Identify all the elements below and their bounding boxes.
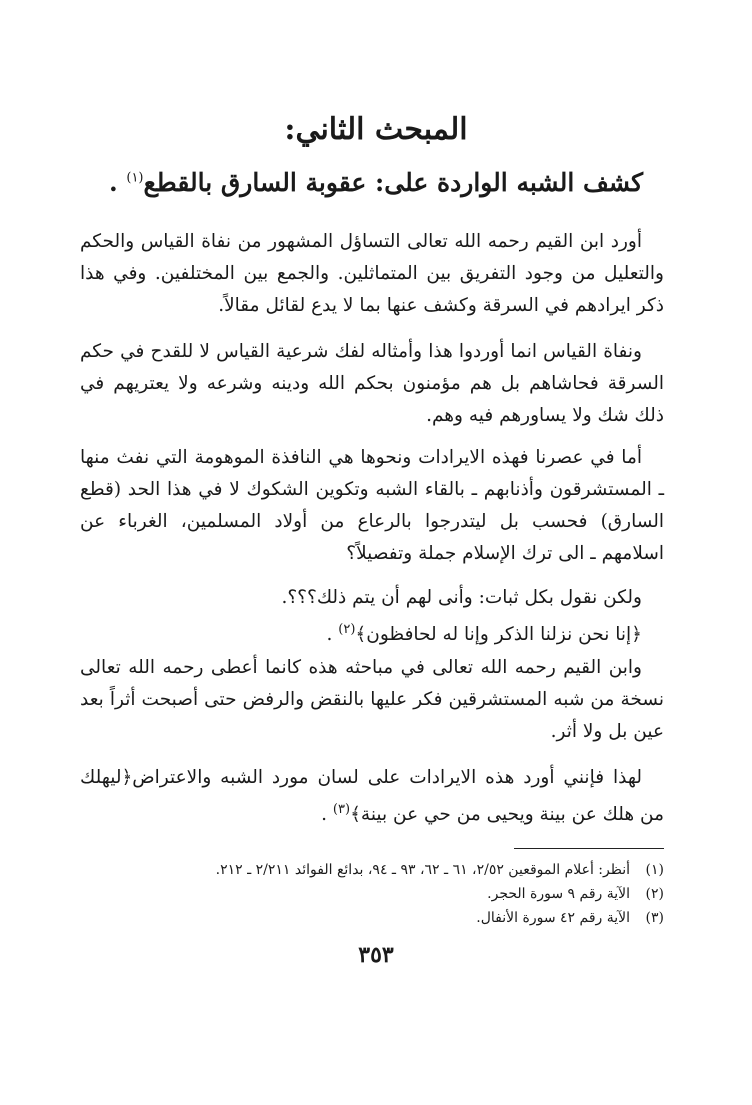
quran-verse-1-end: .	[326, 624, 339, 646]
paragraph-1	[80, 226, 664, 322]
footnote-1	[70, 858, 664, 882]
section-title: المبحث الثاني:	[284, 112, 468, 147]
paragraph-2	[80, 336, 664, 432]
page-number: ٣٥٣	[358, 942, 394, 968]
paragraph-4-text: ولكن نقول بكل ثبات: وأنى لهم أن يتم ذلك؟؟؟.	[281, 587, 642, 608]
footnotes	[70, 858, 664, 930]
footnote-ref-1: (١)	[126, 170, 144, 186]
footnote-2-number: (٢)	[645, 886, 664, 902]
paragraph-6	[80, 762, 664, 831]
footnote-3-number: (٣)	[645, 910, 664, 926]
quran-verse-1	[80, 614, 664, 651]
footnote-3	[70, 906, 664, 930]
footnote-ref-2: (٢)	[338, 622, 356, 637]
paragraph-5-text: وابن القيم رحمه الله تعالى في مباحثه هذه كانما أعطى رحمه الله تعالى نسخة من شبه المستشرقين فكر عليها بالنقض والرفض حتى أصبحت أثراً بعد عين بل ولا أثر.	[80, 657, 664, 742]
paragraph-2-text: ونفاة القياس انما أوردوا هذا وأمثاله لفك شرعية القياس لا للقدح في حكم السرقة فحاشاهم بل هم مؤمنون بحكم الله ودينه وشرعه ولا يعتريهم في ذلك شك ولا يساورهم فيه وهم.	[80, 341, 664, 426]
footnote-2	[70, 882, 664, 906]
footnote-2-text: الآية رقم ٩ سورة الحجر.	[487, 886, 630, 902]
footnote-3-text: الآية رقم ٤٢ سورة الأنفال.	[476, 910, 630, 926]
quran-verse-1-text: ﴿إنا نحن نزلنا الذكر وإنا له لحافظون﴾	[355, 624, 642, 646]
paragraph-4	[80, 582, 664, 651]
paragraph-3-text: أما في عصرنا فهذه الايرادات ونحوها هي النافذة الموهومة التي نفث منها ـ المستشرقون وأذنابهم ـ بالقاء الشبه وتكوين الشكوك لا في هذا الحد (قطع السارق) فحسب بل ليتدرجوا بالرعاع من أولاد المسلمين، الغرباء عن اسلامهم ـ الى ترك الإسلام جملة وتفصيلاً؟	[80, 447, 664, 564]
subtitle-end: .	[108, 168, 127, 197]
paragraph-5	[80, 652, 664, 748]
paragraph-1-text: أورد ابن القيم رحمه الله تعالى التساؤل المشهور من نفاة القياس والحكم والتعليل من وجود التفريق بين المتماثلين. والجمع بين المختلفين. وفي هذا ذكر ايرادهم في السرقة وكشف عنها بما لا يدع لقائل مقالاً.	[80, 231, 664, 316]
paragraph-3	[80, 442, 664, 570]
footnote-1-text: أنظر: أعلام الموقعين ٢/٥٢، ٦١ ـ ٦٢، ٩٣ ـ ٩٤، بدائع الفوائد ٢/٢١١ ـ ٢١٢.	[215, 862, 630, 878]
footnote-1-number: (١)	[645, 862, 664, 878]
paragraph-6-end: .	[321, 804, 333, 826]
section-subtitle	[60, 168, 692, 197]
paragraph-6-text: لهذا فإنني أورد هذه الايرادات على لسان مورد الشبه والاعتراض﴿ليهلك من هلك عن بينة ويحيى من حي عن بينة﴾	[80, 767, 664, 826]
subtitle-text: كشف الشبه الواردة على: عقوبة السارق بالقطع	[143, 168, 644, 197]
footnote-ref-3: (٣)	[332, 802, 351, 817]
paragraph-4-line	[80, 582, 664, 614]
footnote-divider	[514, 848, 664, 849]
